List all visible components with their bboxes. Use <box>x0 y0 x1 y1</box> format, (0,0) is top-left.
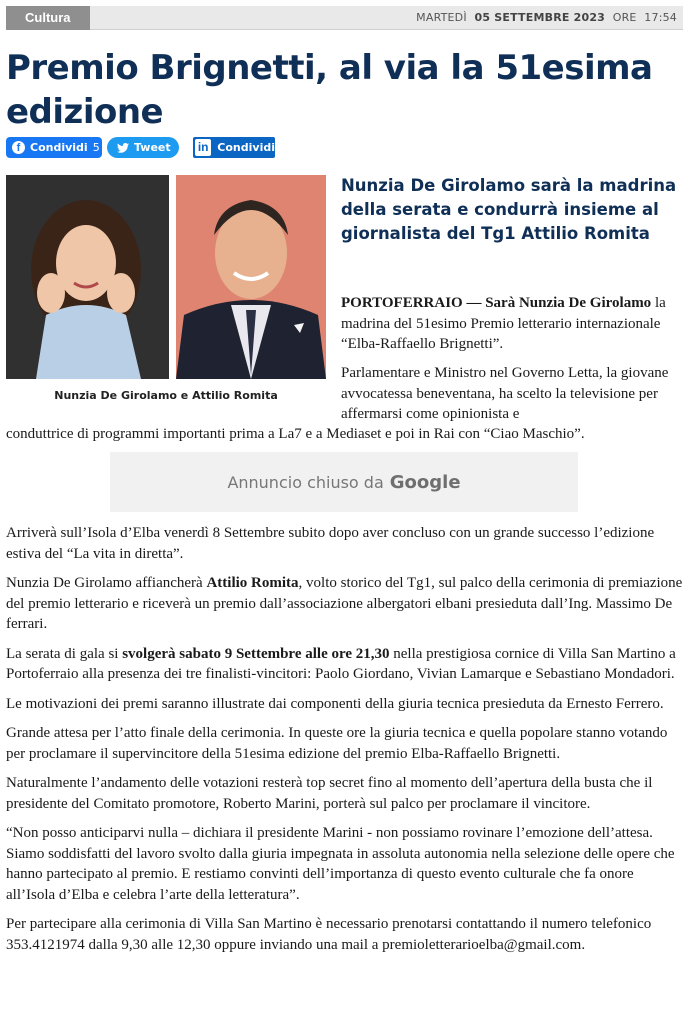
paragraph-6: Le motivazioni dei premi saranno illustrate dai componenti della giuria tecnica presieduta da Ernesto Ferrero. <box>6 695 664 712</box>
paragraph-5-b: nella prestigiosa cornice di Villa San Martino a Portoferraio alla presenza dei tre finalisti-vincitori: Paolo Giordano, Vivian Lamarque e Sebastiano Mondadori. <box>6 645 676 682</box>
paragraph-7: Grande attesa per l’atto finale della cerimonia. In queste ore la giuria tecnica e quella popolare stanno votando per proclamare il supervincitore della 51esima edizione del premio Elba-Raffaello Brignetti. <box>6 725 668 762</box>
photo-caption: Nunzia De Girolamo e Attilio Romita <box>54 389 278 402</box>
paragraph-5-a: La serata di gala si <box>6 645 123 662</box>
paragraph-4-b: , volto storico del Tg1, sul palco della cerimonia di premiazione del premio letterario e riceverà un premio dall’associazione albergatori elbani presieduta dall’Ing. Massimo De ferrari. <box>6 575 683 632</box>
section-tag[interactable]: Cultura <box>6 6 90 30</box>
article-subtitle: Nunzia De Girolamo sarà la madrina della serata e condurrà insieme al giornalista del Tg1 Attilio Romita <box>341 176 677 243</box>
linkedin-share-label: Condividi <box>217 141 275 154</box>
paragraph-3: Arriverà sull’Isola d’Elba venerdì 8 Settembre subito dopo aver concluso con un grande successo l’edizione estiva del “La vita in diretta”. <box>6 525 655 562</box>
article-body <box>6 523 686 964</box>
intro-paragraph <box>341 293 681 364</box>
paragraph-5 <box>6 644 686 685</box>
facebook-icon: f <box>12 141 25 154</box>
facebook-share-button[interactable] <box>6 137 102 158</box>
time-label: ORE <box>612 11 637 24</box>
paragraph-2-part-2: conduttrice di programmi importanti prima a La7 e a Mediaset e poi in Rai con “Ciao Maschio”. <box>6 426 585 442</box>
photo-attilio-romita <box>176 175 326 379</box>
tweet-button[interactable] <box>107 137 179 158</box>
paragraph-9: “Non posso anticiparvi nulla – dichiara il presidente Marini - non possiamo rovinare l’emozione dell’attesa. Siamo soddisfatti del lavoro svolto dalla giuria impegnata in assoluta autonomia nella selezione delle opere che hanno partecipato al premio. E restiamo convinti dell’importanza di questo evento culturale che fa onore all’Isola d’Elba e celebra l’arte della letteratura”. <box>6 825 675 903</box>
paragraph-2-part-1: Parlamentare e Ministro nel Governo Letta, la giovane avvocatessa beneventana, ha scelto la televisione per affermarsi come opinionista e <box>341 365 669 422</box>
date-value: 05 SETTEMBRE 2023 <box>474 11 606 24</box>
paragraph-4-a: Nunzia De Girolamo affiancherà <box>6 575 207 591</box>
linkedin-share-button[interactable] <box>193 137 275 158</box>
facebook-share-label: Condividi <box>30 141 88 154</box>
photo-nunzia-de-girolamo <box>6 175 169 379</box>
dateline-dash: — Sarà <box>462 295 519 311</box>
tweet-label: Tweet <box>134 141 171 154</box>
paragraph-1-rest: la madrina del 51esimo Premio letterario internazionale “Elba-Raffaello Brignetti”. <box>341 295 666 352</box>
ad-closed-box <box>110 452 578 512</box>
top-bar <box>6 6 683 30</box>
page-title: Premio Brignetti, al via la 51esima edizione <box>6 48 653 132</box>
paragraph-8: Naturalmente l’andamento delle votazioni resterà top secret fino al momento dell’apertura della busta che il presidente del Comitato promotore, Roberto Marini, porterà sul palco per proclamare il vincitore. <box>6 775 653 812</box>
date-time <box>412 6 677 30</box>
facebook-share-count: 5 <box>92 141 100 154</box>
day-label: MARTEDÌ <box>416 11 467 24</box>
madrina-name: Nunzia De Girolamo <box>518 295 652 311</box>
dateline: PORTOFERRAIO <box>341 295 463 311</box>
paragraph-4 <box>6 573 686 635</box>
paragraph-1 <box>341 293 681 355</box>
ad-closed-text: Annuncio chiuso da <box>227 472 384 492</box>
paragraph-10: Per partecipare alla cerimonia di Villa San Martino è necessario prenotarsi contattando il numero telefonico 353.4121974 dalla 9,30 alle 12,30 oppure inviando una mail a premioletterarioelba@gmail.com. <box>6 916 652 953</box>
google-logo: Google <box>389 471 461 493</box>
time-value: 17:54 <box>644 11 677 24</box>
event-date: svolgerà sabato 9 Settembre alle ore 21,30 <box>122 645 390 662</box>
twitter-icon <box>117 143 129 153</box>
host-name: Attilio Romita <box>206 575 299 591</box>
linkedin-icon: in <box>195 139 211 156</box>
